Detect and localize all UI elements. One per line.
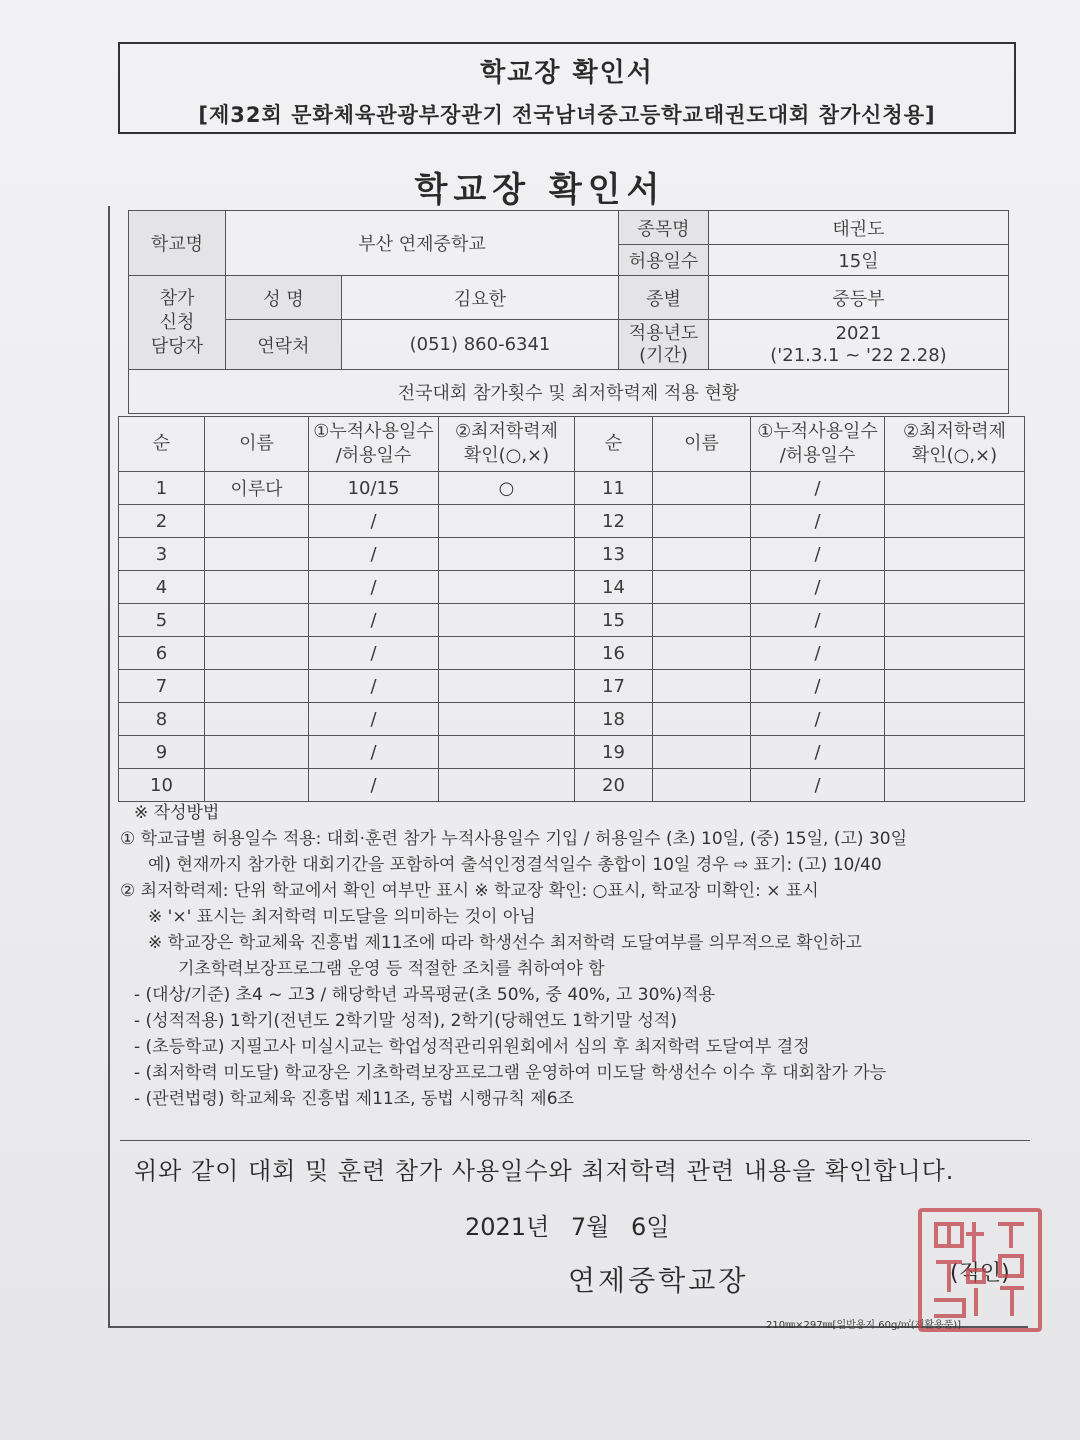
row-no: 7 [119,670,205,703]
row-no: 13 [575,538,653,571]
row-days: / [309,769,439,802]
row-check [885,604,1025,637]
row-check [885,769,1025,802]
row-name [653,736,751,769]
note-2: ② 최저학력제: 단위 학교에서 확인 여부만 표시 ※ 학교장 확인: ○표시, 학교장 미확인: × 표시 [120,881,819,901]
row-check: ○ [439,472,575,505]
row-no: 15 [575,604,653,637]
name-value: 김요한 [342,276,619,320]
period-value: ('21.3.1 ~ '22 2.28) [770,344,947,366]
note-2b: ※ 학교장은 학교체육 진흥법 제11조에 따라 학생선수 최저학력 도달여부를 의무적으로 확인하고 [148,933,862,953]
row-check [439,571,575,604]
school-label: 학교명 [129,211,226,276]
note-d5: - (관련법령) 학교체육 진흥법 제11조, 동법 시행규칙 제6조 [134,1089,574,1109]
row-check [885,505,1025,538]
status-title: 전국대회 참가횟수 및 최저학력제 적용 현황 [129,370,1009,414]
row-no: 9 [119,736,205,769]
participation-table [118,416,1025,802]
row-name [653,703,751,736]
row-name [653,571,751,604]
row-name [205,604,309,637]
year-label: 적용년도 (기간) [619,320,709,370]
row-days: / [751,604,885,637]
document-title: 학교장 확인서 [414,170,666,210]
row-days: / [309,505,439,538]
contact-value: (051) 860-6341 [342,320,619,370]
row-no: 6 [119,637,205,670]
row-check [439,703,575,736]
row-name [653,604,751,637]
row-no: 19 [575,736,653,769]
row-no: 3 [119,538,205,571]
row-name [205,637,309,670]
paper-spec: 210㎜×297㎜[일반용지 60g/㎡(재활용품)] [766,1320,962,1331]
official-seal-stamp [918,1208,1042,1332]
row-check [885,538,1025,571]
col-check-right: ②최저학력제 확인(○,×) [885,417,1025,472]
seal-glyphs-icon [922,1212,1038,1328]
table-row [119,472,1025,505]
note-2b-cont: 기초학력보장프로그램 운영 등 적절한 조치를 취하여야 함 [178,959,605,979]
col-no-right: 순 [575,417,653,472]
row-days: / [751,637,885,670]
note-d3: - (초등학교) 지필고사 미실시교는 학업성적관리위원회에서 심의 후 최저학력 도달여부 결정 [134,1037,810,1057]
row-name [205,703,309,736]
row-check [439,769,575,802]
row-no: 18 [575,703,653,736]
row-days: / [751,472,885,505]
note-d1: - (대상/기준) 초4 ~ 고3 / 해당학년 과목평균(초 50%, 중 40%, 고 30%)적용 [134,985,716,1005]
row-days: / [751,736,885,769]
row-check [885,736,1025,769]
row-no: 16 [575,637,653,670]
row-days: / [309,703,439,736]
table-header-row [119,417,1025,472]
col-name-right: 이름 [653,417,751,472]
row-check [439,538,575,571]
row-name [653,505,751,538]
row-days: / [751,703,885,736]
row-no: 20 [575,769,653,802]
row-no: 14 [575,571,653,604]
row-days: / [309,538,439,571]
header-box [118,42,1016,134]
applicant-info-table [128,210,1009,414]
row-name [205,736,309,769]
row-no: 12 [575,505,653,538]
row-check [439,670,575,703]
row-name: 이루다 [205,472,309,505]
table-row [119,538,1025,571]
note-d4: - (최저학력 미도달) 학교장은 기초학력보장프로그램 운영하여 미도달 학생선수 이수 후 대회참가 가능 [134,1063,887,1083]
row-days: / [751,670,885,703]
table-row [119,637,1025,670]
allowed-days-value: 15일 [709,245,1009,276]
notes-heading: ※ 작성방법 [134,803,220,823]
row-name [205,505,309,538]
row-no: 4 [119,571,205,604]
name-label: 성 명 [226,276,342,320]
header-title: 학교장 확인서 [480,58,654,88]
row-days: / [309,736,439,769]
col-no-left: 순 [119,417,205,472]
col-days-right: ①누적사용일수 /허용일수 [751,417,885,472]
confirmation-statement: 위와 같이 대회 및 훈련 참가 사용일수와 최저학력 관련 내용을 확인합니다. [134,1157,955,1185]
row-check [885,472,1025,505]
instructions [120,800,1030,1112]
row-check [885,637,1025,670]
table-row [119,736,1025,769]
col-check-left: ②최저학력제 확인(○,×) [439,417,575,472]
note-2a: ※ '×' 표시는 최저학력 미도달을 의미하는 것이 아님 [148,907,536,927]
row-no: 2 [119,505,205,538]
row-check [439,604,575,637]
table-row [119,769,1025,802]
col-name-left: 이름 [205,417,309,472]
contact-label: 연락처 [226,320,342,370]
row-days: 10/15 [309,472,439,505]
allowed-days-label: 허용일수 [619,245,709,276]
table-row [119,703,1025,736]
row-name [653,472,751,505]
year-cell [709,320,1009,370]
row-days: / [309,571,439,604]
row-name [205,670,309,703]
school-value: 부산 연제중학교 [226,211,619,276]
row-days: / [309,637,439,670]
row-name [205,538,309,571]
col-days-left: ①누적사용일수 /허용일수 [309,417,439,472]
event-value: 태권도 [709,211,1009,245]
year-value: 2021 [835,322,882,344]
row-days: / [751,571,885,604]
event-label: 종목명 [619,211,709,245]
note-1: ① 학교급별 허용일수 적용: 대회·훈련 참가 누적사용일수 기입 / 허용일수 (초) 10일, (중) 15일, (고) 30일 [120,829,908,849]
row-no: 10 [119,769,205,802]
note-1-example: 예) 현재까지 참가한 대회기간을 포함하여 출석인정결석일수 총합이 10일 경우 ⇨ 표기: (고) 10/40 [148,855,882,875]
row-no: 8 [119,703,205,736]
table-row [119,571,1025,604]
confirmation-section [120,1140,1030,1327]
table-row [119,604,1025,637]
division-value: 중등부 [709,276,1009,320]
seal-label: (직인) [950,1261,1010,1286]
row-no: 1 [119,472,205,505]
row-check [439,736,575,769]
division-label: 종별 [619,276,709,320]
row-name [653,670,751,703]
row-check [885,670,1025,703]
row-name [653,538,751,571]
note-d2: - (성적적용) 1학기(전년도 2학기말 성적), 2학기(당해연도 1학기말 성적) [134,1011,677,1031]
row-days: / [751,538,885,571]
confirmation-date: 2021년 7월 6일 [465,1213,670,1241]
row-no: 17 [575,670,653,703]
row-days: / [309,670,439,703]
header-subtitle: [제32회 문화체육관광부장관기 전국남녀중고등학교태권도대회 참가신청용] [198,103,936,127]
row-name [205,769,309,802]
row-name [205,571,309,604]
row-check [439,505,575,538]
row-days: / [751,769,885,802]
table-row [119,505,1025,538]
row-no: 11 [575,472,653,505]
row-check [885,703,1025,736]
row-days: / [309,604,439,637]
principal-title: 연제중학교장 [568,1264,749,1297]
row-no: 5 [119,604,205,637]
applicant-label: 참가 신청 담당자 [129,276,226,370]
frame-left-border [108,206,110,1326]
row-check [885,571,1025,604]
row-name [653,769,751,802]
row-days: / [751,505,885,538]
row-name [653,637,751,670]
table-row [119,670,1025,703]
row-check [439,637,575,670]
